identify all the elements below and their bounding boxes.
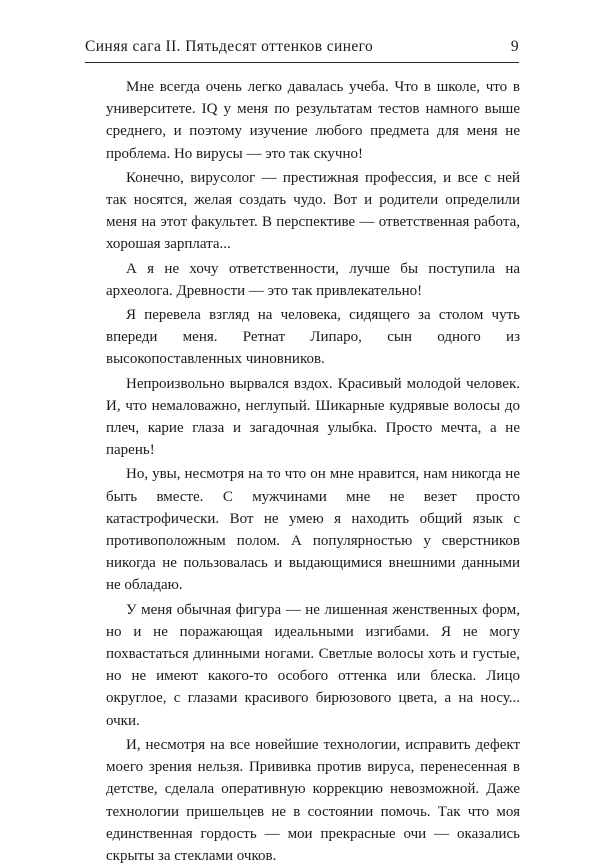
paragraph: А я не хочу ответственности, лучше бы поступила на археолога. Древности — это так привлекательно! bbox=[106, 260, 520, 299]
paragraph: И, несмотря на все новейшие технологии, исправить дефект моего зрения нельзя. Прививка против вируса, перенесенная в детстве, сделала оперативную коррекцию невозможной. Даже технологии пришельцев не в состоянии помочь. Так что моя единственная гордость — мои прекрасные очи — оказались скрыты за стеклами очков. bbox=[106, 736, 520, 864]
paragraph: Но, увы, несмотря на то что он мне нравится, нам никогда не быть вместе. С мужчинами мне не везет просто катастрофически. Вот не умею я находить общий язык с противоположным полом. А популярностью у сверстников никогда не пользовалась и выдающимися внешними данными не обладаю. bbox=[106, 466, 520, 594]
paragraph: Я перевела взгляд на человека, сидящего за столом чуть впереди меня. Ретнат Липаро, сын одного из высокопоставленных чиновников. bbox=[106, 307, 520, 368]
running-header bbox=[85, 34, 519, 56]
running-title: Синяя сага II. Пятьдесят оттенков синего bbox=[85, 38, 374, 55]
body-text bbox=[106, 76, 520, 867]
paragraph: Конечно, вирусолог — престижная профессия, и все с ней так носятся, желая создать чудо. Вот и родители определили меня на этот факультет. В перспективе — ответственная работа, хорошая зарплата... bbox=[106, 169, 520, 253]
paragraph: Мне всегда очень легко давалась учеба. Что в школе, что в университете. IQ у меня по результатам тестов намного выше среднего, и поэтому изучение любого предмета для меня не проблема. Но вирусы — это так скучно! bbox=[106, 79, 520, 162]
paragraph: У меня обычная фигура — не лишенная женственных форм, но и не поражающая идеальными изгибами. Я не могу похвастаться длинными ногами. Светлые волосы хоть и густые, но не имеют какого-то особого оттенка или блеска. Лицо округлое, с глазами красивого бирюзового цвета, а на носу... очки. bbox=[106, 601, 520, 729]
page-number: 9 bbox=[510, 38, 519, 55]
header-rule bbox=[85, 62, 519, 63]
paragraph: Непроизвольно вырвался вздох. Красивый молодой человек. И, что немаловажно, неглупый. Шикарные кудрявые волосы до плеч, карие глаза и загадочная улыбка. Просто мечта, а не парень! bbox=[106, 375, 520, 459]
